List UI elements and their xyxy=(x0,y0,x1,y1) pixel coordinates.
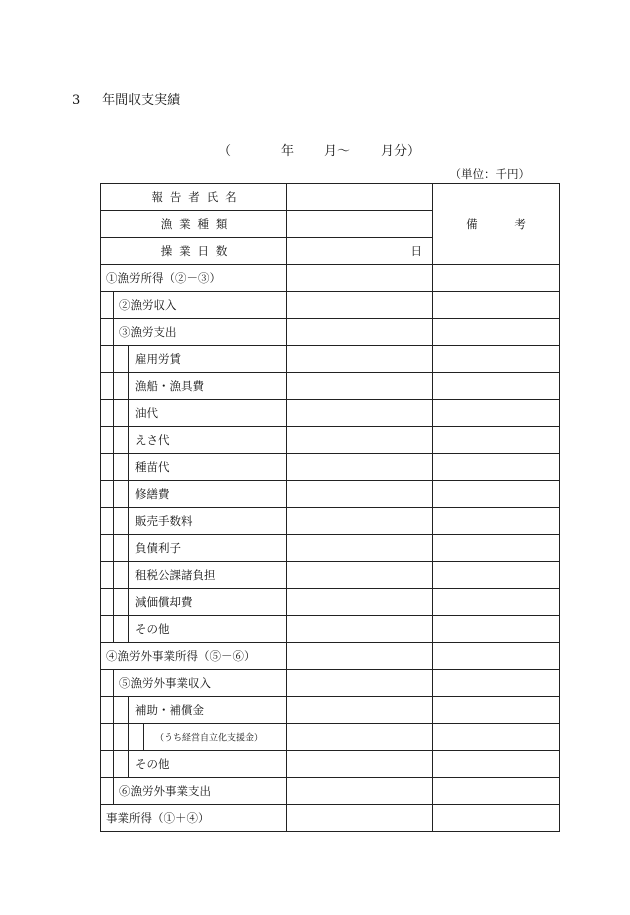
table-row xyxy=(101,805,560,832)
remarks-input[interactable] xyxy=(433,670,560,697)
row-label: 補助・補償金 xyxy=(135,703,204,717)
indent-line xyxy=(113,372,114,400)
row-label: 種苗代 xyxy=(135,460,170,474)
table-row xyxy=(101,616,560,643)
row-label: （うち経営自立化支援金） xyxy=(155,733,264,744)
row-label-cell xyxy=(101,373,287,400)
indent-line xyxy=(143,723,144,751)
amount-input[interactable] xyxy=(287,400,433,427)
table-row xyxy=(101,589,560,616)
period-open-paren: （ xyxy=(218,144,232,159)
row-label-cell xyxy=(101,697,287,724)
indent-line xyxy=(113,426,114,454)
row-label: 修繕費 xyxy=(135,487,170,501)
operation-days-input[interactable] xyxy=(287,238,433,265)
row-label-cell xyxy=(101,292,287,319)
remarks-input[interactable] xyxy=(433,400,560,427)
amount-input[interactable] xyxy=(287,535,433,562)
row-label: えさ代 xyxy=(135,433,170,447)
table-row xyxy=(101,319,560,346)
indent-line xyxy=(128,426,129,454)
remarks-input[interactable] xyxy=(433,373,560,400)
table-row xyxy=(101,724,560,751)
row-label: ①漁労所得（②－③） xyxy=(106,271,221,285)
table-row xyxy=(101,697,560,724)
remarks-input[interactable] xyxy=(433,535,560,562)
table-row xyxy=(101,265,560,292)
remarks-input[interactable] xyxy=(433,805,560,832)
remarks-input[interactable] xyxy=(433,454,560,481)
indent-line xyxy=(113,615,114,643)
table-row xyxy=(101,373,560,400)
indent-line xyxy=(113,534,114,562)
row-label-cell xyxy=(101,508,287,535)
remarks-input[interactable] xyxy=(433,724,560,751)
remarks-input[interactable] xyxy=(433,427,560,454)
section-number: 3 xyxy=(72,93,81,108)
indent-line xyxy=(128,588,129,616)
remarks-input[interactable] xyxy=(433,589,560,616)
indent-line xyxy=(128,480,129,508)
row-label: 油代 xyxy=(135,406,158,420)
table-row xyxy=(101,643,560,670)
remarks-label: 備考 xyxy=(466,217,563,231)
reporter-name-label: 報告者氏名 xyxy=(151,190,244,204)
row-label-cell xyxy=(101,454,287,481)
amount-input[interactable] xyxy=(287,589,433,616)
row-label-cell xyxy=(101,319,287,346)
row-label: ③漁労支出 xyxy=(119,325,177,339)
indent-line xyxy=(113,669,114,697)
amount-input[interactable] xyxy=(287,481,433,508)
fishery-type-input[interactable] xyxy=(287,211,433,238)
table-row xyxy=(101,508,560,535)
row-label: その他 xyxy=(135,757,170,771)
period-month-from: 月～ xyxy=(324,144,351,159)
row-label: ⑥漁労外事業支出 xyxy=(119,784,211,798)
remarks-input[interactable] xyxy=(433,616,560,643)
indent-line xyxy=(113,507,114,535)
remarks-input[interactable] xyxy=(433,481,560,508)
amount-input[interactable] xyxy=(287,562,433,589)
indent-line xyxy=(128,345,129,373)
indent-line xyxy=(128,561,129,589)
indent-line xyxy=(113,588,114,616)
table-row xyxy=(101,427,560,454)
income-expense-table xyxy=(100,183,563,832)
indent-line xyxy=(128,399,129,427)
amount-input[interactable] xyxy=(287,751,433,778)
indent-line xyxy=(113,345,114,373)
indent-line xyxy=(113,696,114,724)
row-label: 雇用労賃 xyxy=(135,352,181,366)
section-title xyxy=(72,89,180,108)
indent-line xyxy=(113,453,114,481)
row-label-cell xyxy=(101,778,287,805)
indent-line xyxy=(128,615,129,643)
period-month-to: 月分） xyxy=(381,144,421,159)
row-label-cell xyxy=(101,589,287,616)
row-label-cell xyxy=(101,265,287,292)
indent-line xyxy=(128,372,129,400)
amount-input[interactable] xyxy=(287,778,433,805)
table-row xyxy=(101,778,560,805)
amount-input[interactable] xyxy=(287,616,433,643)
remarks-input[interactable] xyxy=(433,265,560,292)
row-label: ④漁労外事業所得（⑤－⑥） xyxy=(106,649,256,663)
row-label-cell xyxy=(101,427,287,454)
table-row xyxy=(101,670,560,697)
indent-line xyxy=(128,750,129,778)
reporter-name-input[interactable] xyxy=(287,184,433,211)
period-year: 年 xyxy=(281,144,295,159)
operation-days-label-cell xyxy=(101,238,287,265)
fishery-type-label-cell xyxy=(101,211,287,238)
amount-input[interactable] xyxy=(287,319,433,346)
row-label: 事業所得（①＋④） xyxy=(106,811,210,825)
days-unit: 日 xyxy=(410,244,422,258)
indent-line xyxy=(113,480,114,508)
table-row xyxy=(101,292,560,319)
fishery-type-label: 漁業種類 xyxy=(160,217,235,231)
remarks-input[interactable] xyxy=(433,292,560,319)
amount-input[interactable] xyxy=(287,643,433,670)
row-label: その他 xyxy=(135,622,170,636)
unit-label: （単位：千円） xyxy=(449,167,530,181)
amount-input[interactable] xyxy=(287,427,433,454)
remarks-input[interactable] xyxy=(433,508,560,535)
remarks-input[interactable] xyxy=(433,346,560,373)
remarks-input[interactable] xyxy=(433,643,560,670)
row-label-cell xyxy=(101,643,287,670)
remarks-input[interactable] xyxy=(433,778,560,805)
section-title-text: 年間収支実績 xyxy=(102,93,181,108)
operation-days-label: 操業日数 xyxy=(160,244,235,258)
amount-input[interactable] xyxy=(287,670,433,697)
amount-input[interactable] xyxy=(287,265,433,292)
row-label-cell xyxy=(101,400,287,427)
indent-line xyxy=(128,696,129,724)
table-row xyxy=(101,454,560,481)
row-label-cell xyxy=(101,616,287,643)
row-label: 負債利子 xyxy=(135,541,181,555)
remarks-input[interactable] xyxy=(433,319,560,346)
indent-line xyxy=(113,561,114,589)
indent-line xyxy=(113,777,114,805)
amount-input[interactable] xyxy=(287,346,433,373)
indent-line xyxy=(113,291,114,319)
amount-input[interactable] xyxy=(287,292,433,319)
row-label: ②漁労収入 xyxy=(119,298,177,312)
remarks-input[interactable] xyxy=(433,562,560,589)
remarks-header-cell xyxy=(433,184,563,265)
indent-line xyxy=(113,750,114,778)
table-row xyxy=(101,481,560,508)
indent-line xyxy=(128,507,129,535)
row-label: 販売手数料 xyxy=(135,514,193,528)
row-label-cell xyxy=(101,562,287,589)
table-row xyxy=(101,535,560,562)
row-label-cell xyxy=(101,805,287,832)
amount-input[interactable] xyxy=(287,697,433,724)
table-row xyxy=(101,562,560,589)
table-row xyxy=(101,400,560,427)
row-label-cell xyxy=(101,751,287,778)
row-label: 租税公課諸負担 xyxy=(135,568,216,582)
indent-line xyxy=(113,318,114,346)
row-label-cell xyxy=(101,670,287,697)
indent-line xyxy=(113,723,114,751)
amount-input[interactable] xyxy=(287,454,433,481)
header-row-reporter xyxy=(101,184,560,211)
amount-input[interactable] xyxy=(287,805,433,832)
indent-line xyxy=(128,453,129,481)
amount-input[interactable] xyxy=(287,508,433,535)
indent-line xyxy=(128,534,129,562)
table-row xyxy=(101,751,560,778)
row-label-cell xyxy=(101,481,287,508)
row-label-cell xyxy=(101,724,287,751)
reporter-name-label-cell xyxy=(101,184,287,211)
amount-input[interactable] xyxy=(287,373,433,400)
row-label: ⑤漁労外事業収入 xyxy=(119,676,211,690)
amount-input[interactable] xyxy=(287,724,433,751)
table-row xyxy=(101,346,560,373)
indent-line xyxy=(128,723,129,751)
remarks-input[interactable] xyxy=(433,697,560,724)
row-label-cell xyxy=(101,346,287,373)
row-label: 減価償却費 xyxy=(135,595,193,609)
indent-line xyxy=(113,399,114,427)
remarks-input[interactable] xyxy=(433,751,560,778)
row-label-cell xyxy=(101,535,287,562)
row-label: 漁船・漁具費 xyxy=(135,379,204,393)
